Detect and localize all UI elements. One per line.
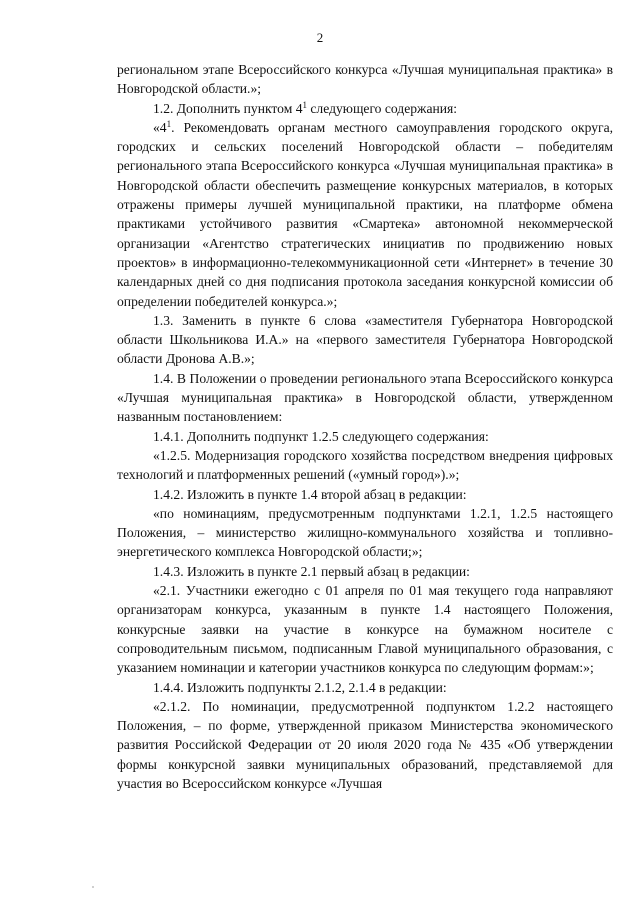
- paragraph-text: 1.4.3. Изложить в пункте 2.1 первый абзац в редакции:: [153, 563, 470, 579]
- paragraph-text: 1.4.4. Изложить подпункты 2.1.2, 2.1.4 в редакции:: [153, 679, 447, 695]
- scan-artifact: [92, 886, 94, 888]
- superscript: 1: [302, 99, 307, 110]
- paragraph-text: «по номинациям, предусмотренным подпунктами 1.2.1, 1.2.5 настоящего Положения, – министерство жилищно-коммунального хозяйства и топливно-энергетического комплекса Новгородской области;»;: [117, 505, 613, 560]
- paragraph-text: 1.4.2. Изложить в пункте 1.4 второй абзац в редакции:: [153, 486, 467, 502]
- page-number: 2: [316, 30, 324, 45]
- paragraph: [117, 446, 613, 485]
- paragraph: [117, 485, 613, 504]
- paragraph-text: «2.1. Участники ежегодно с 01 апреля по 01 мая текущего года направляют организаторам конкурса, указанным в пункте 1.4 настоящего Положения, конкурсные заявки на участие в конкурсе на бумажном носителе с сопроводительным письмом, подписанным Главой муниципального образования, с указанием номинации и категории участников конкурса по следующим формам:»;: [117, 583, 613, 676]
- paragraph: [117, 369, 613, 427]
- paragraph-text: «2.1.2. По номинации, предусмотренной подпунктом 1.2.2 настоящего Положения, – по форме, утвержденной приказом Министерства экономического развития Российской Федерации от 20 июля 2020 года № 435 «Об утверждении формы конкурсной заявки муниципальных образований, представляемой для участия во Всероссийском конкурсе «Лучшая: [117, 698, 613, 791]
- paragraph: [117, 311, 613, 369]
- paragraph: [117, 60, 613, 99]
- paragraph-text: региональном этапе Всероссийского конкурса «Лучшая муниципальная практика» в Новгородской области.»;: [117, 62, 613, 97]
- paragraph: [117, 697, 613, 793]
- paragraph-text-tail: . Рекомендовать органам местного самоуправления городского округа, городских и сельских поселений Новгородской области – победителям регионального этапа Всероссийского конкурса «Лучшая муниципальная практика» в Новгородской области обеспечить размещение конкурсных материалов, в которых отражены примеры лучшей муниципальной практики, на платформе обмена практиками устойчивого развития «Смартека» автономной некоммерческой организации «Агентство стратегических инициатив по продвижению новых проектов» в информационно-телекоммуникационной сети «Интернет» в течение 30 календарных дней со дня подписания протокола заседания конкурсной комиссии об определении победителей конкурса.»;: [117, 119, 613, 309]
- paragraph: [117, 562, 613, 581]
- paragraph-text: 1.4.1. Дополнить подпункт 1.2.5 следующего содержания:: [153, 428, 489, 444]
- paragraph: [117, 118, 613, 311]
- paragraph-text: 1.4. В Положении о проведении регионального этапа Всероссийского конкурса «Лучшая муниципальная практика» в Новгородской области, утвержденном названным постановлением:: [117, 370, 613, 425]
- paragraph-text: «1.2.5. Модернизация городского хозяйства посредством внедрения цифровых технологий и платформенных решений («умный город»).»;: [117, 447, 613, 483]
- document-body: [117, 60, 613, 793]
- paragraph-text-tail: следующего содержания:: [307, 100, 458, 116]
- paragraph: [117, 504, 613, 562]
- paragraph: [117, 427, 613, 446]
- paragraph: [117, 581, 613, 677]
- paragraph-text: 1.3. Заменить в пункте 6 слова «заместителя Губернатора Новгородской области Школьникова И.А.» на «первого заместителя Губернатора Новгородской области Дронова А.В.»;: [117, 312, 613, 367]
- paragraph: [117, 678, 613, 697]
- paragraph-text: «4: [153, 119, 167, 135]
- paragraph-text: 1.2. Дополнить пунктом 4: [153, 100, 303, 116]
- superscript: 1: [166, 118, 172, 129]
- paragraph: [117, 99, 613, 118]
